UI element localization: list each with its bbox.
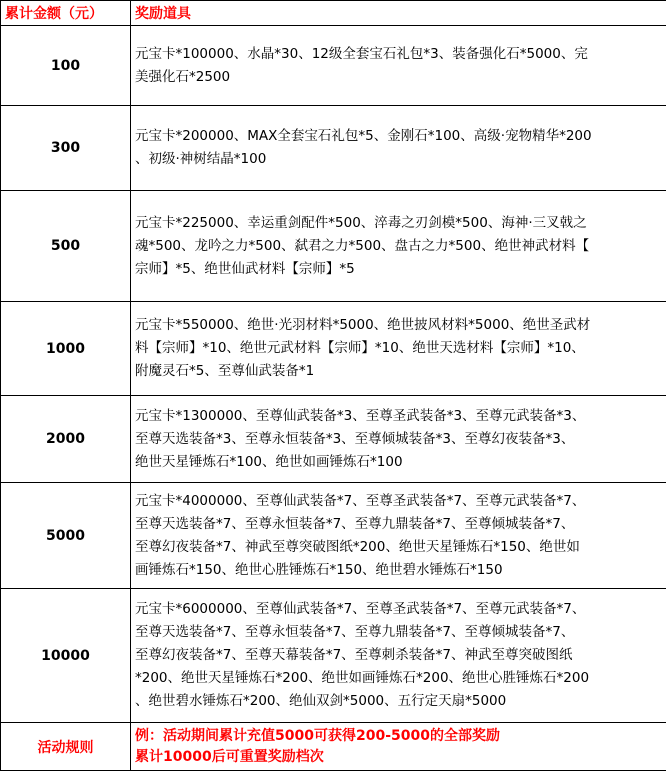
rules-label: 活动规则 — [1, 723, 131, 771]
rules-row — [1, 723, 666, 771]
rules-line-2: 累计10000后可重置奖励档次 — [135, 748, 324, 765]
table-header-row — [1, 1, 666, 26]
row-amount: 5000 — [1, 483, 131, 589]
row-rewards: 元宝卡*200000、MAX全套宝石礼包*5、金刚石*100、高级·宠物精华*200 、初级·神树结晶*100 — [131, 106, 666, 191]
rules-line-1: 例：活动期间累计充值5000可获得200-5000的全部奖励 — [135, 727, 500, 744]
row-amount: 10000 — [1, 589, 131, 723]
header-rewards: 奖励道具 — [131, 1, 666, 26]
table-row — [1, 589, 666, 723]
row-amount: 300 — [1, 106, 131, 191]
table-row — [1, 191, 666, 302]
rules-text — [131, 723, 666, 771]
table-row — [1, 483, 666, 589]
table-row — [1, 106, 666, 191]
table-row — [1, 302, 666, 396]
row-rewards: 元宝卡*4000000、至尊仙武装备*7、至尊圣武装备*7、至尊元武装备*7、 至尊天选装备*7、至尊永恒装备*7、至尊九鼎装备*7、至尊倾城装备*7、 至尊幻夜装备*7、神武至尊突破图纸*200、绝世天星锤炼石*150、绝世如 画锤炼石*150、绝世心胜锤炼石*150、绝世碧水锤炼石*150 — [131, 483, 666, 589]
row-amount: 100 — [1, 26, 131, 106]
row-rewards: 元宝卡*6000000、至尊仙武装备*7、至尊圣武装备*7、至尊元武装备*7、 至尊天选装备*7、至尊永恒装备*7、至尊九鼎装备*7、至尊倾城装备*7、 至尊幻夜装备*7、至尊天幕装备*7、至尊刺杀装备*7、神武至尊突破图纸 *200、绝世天星锤炼石*200、绝世如画锤炼石*200、绝世心胜锤炼石*200 、绝世碧水锤炼石*200、绝仙双剑*5000、五行定天扇*5000 — [131, 589, 666, 723]
row-amount: 2000 — [1, 396, 131, 483]
row-amount: 1000 — [1, 302, 131, 396]
table-row — [1, 26, 666, 106]
row-amount: 500 — [1, 191, 131, 302]
table-row — [1, 396, 666, 483]
header-amount: 累计金额（元） — [1, 1, 131, 26]
row-rewards: 元宝卡*100000、水晶*30、12级全套宝石礼包*3、装备强化石*5000、完 美强化石*2500 — [131, 26, 666, 106]
row-rewards: 元宝卡*225000、幸运重剑配件*500、淬毒之刃剑模*500、海神·三叉戟之 魂*500、龙吟之力*500、弑君之力*500、盘古之力*500、绝世神武材料【 宗师】*5、绝世仙武材料【宗师】*5 — [131, 191, 666, 302]
row-rewards: 元宝卡*550000、绝世·光羽材料*5000、绝世披风材料*5000、绝世圣武材 料【宗师】*10、绝世元武材料【宗师】*10、绝世天选材料【宗师】*10、 附魔灵石*5、至尊仙武装备*1 — [131, 302, 666, 396]
row-rewards: 元宝卡*1300000、至尊仙武装备*3、至尊圣武装备*3、至尊元武装备*3、 至尊天选装备*3、至尊永恒装备*3、至尊倾城装备*3、至尊幻夜装备*3、 绝世天星锤炼石*100、绝世如画锤炼石*100 — [131, 396, 666, 483]
